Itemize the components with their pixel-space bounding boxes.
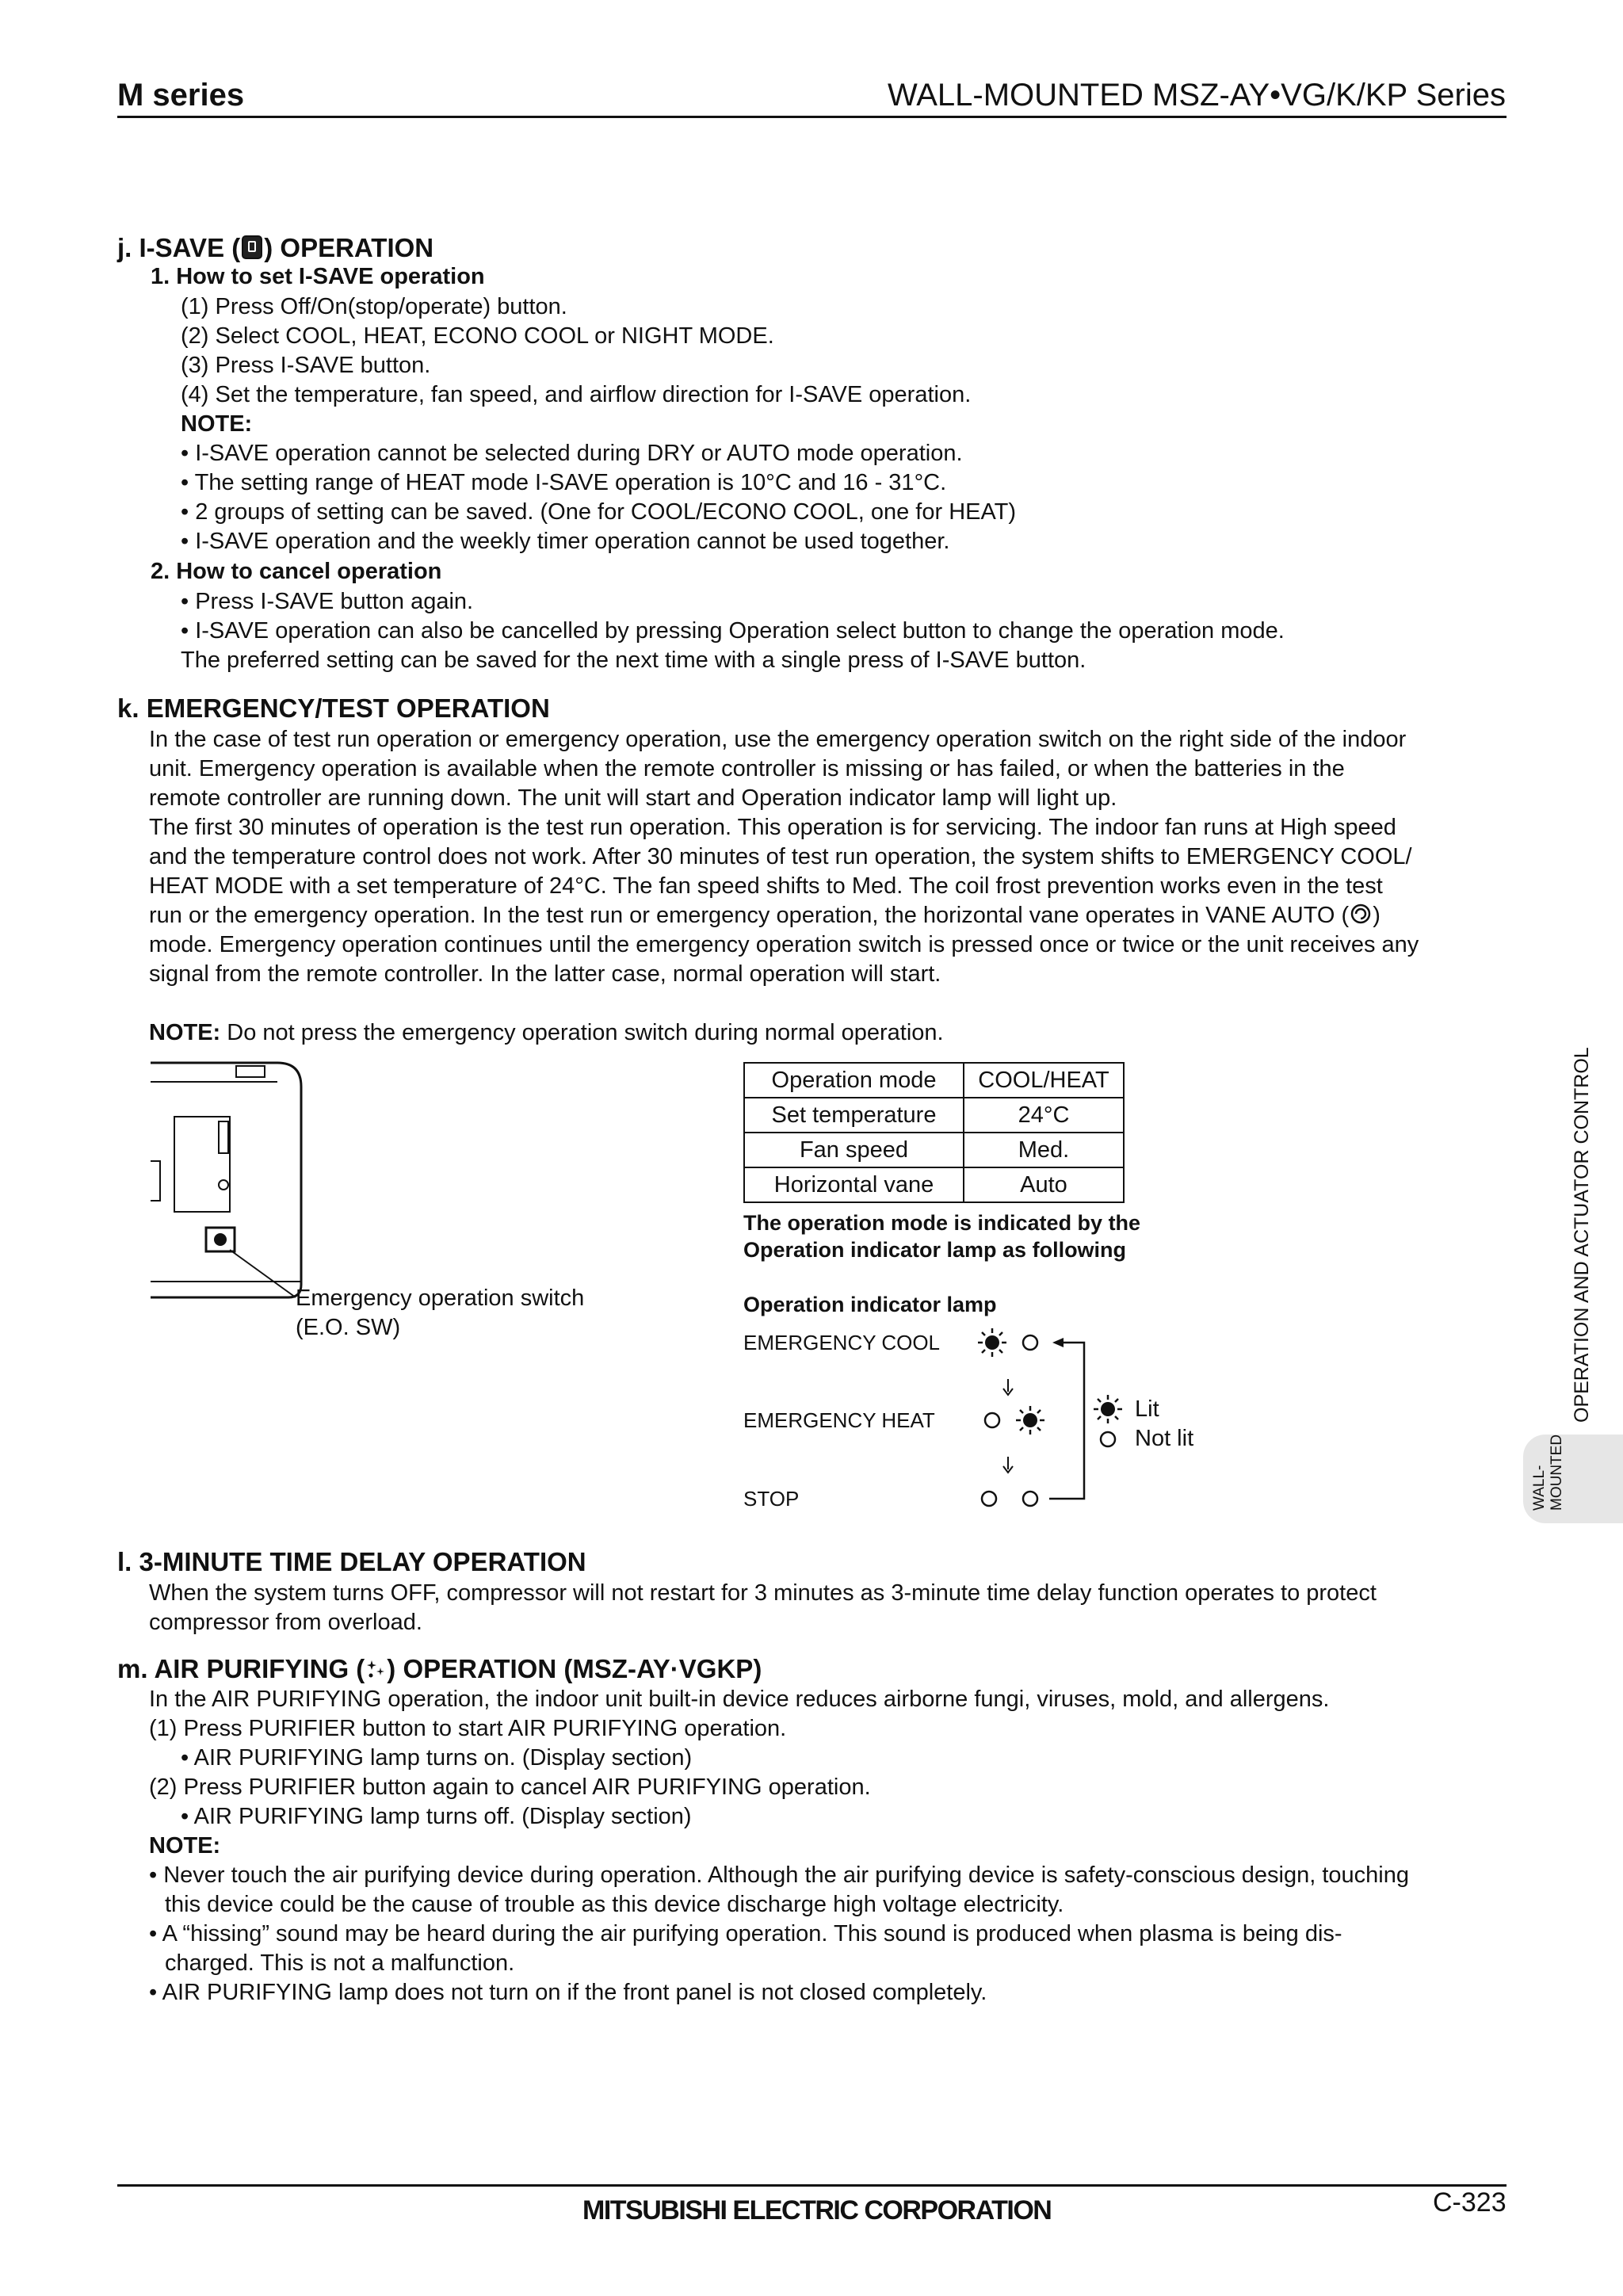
lamp-unlit-icon [1023,1335,1037,1350]
j-cancel: • I-SAVE operation can also be cancelled by pressing Operation select button to change the operation mode. [181,618,1285,644]
k-paragraph-line: HEAT MODE with a set temperature of 24°C. The fan speed shifts to Med. The coil frost prevention works even in the test [149,873,1383,899]
k-paragraph-line: The first 30 minutes of operation is the test run operation. This operation is for servicing. The indoor fan runs at High speed [149,815,1396,840]
page-number: C-323 [1433,2187,1507,2218]
lamp-row-label: EMERGENCY HEAT [743,1408,935,1432]
j-note-label: NOTE: [181,411,253,437]
switch-label: (E.O. SW) [296,1315,401,1340]
section-m-title: m. AIR PURIFYING ( ) OPERATION (MSZ-AY·VGKP) [117,1654,762,1683]
i-save-icon [242,235,262,259]
j-step: (1) Press Off/On(stop/operate) button. [181,294,567,319]
section-l-title: l. 3-MINUTE TIME DELAY OPERATION [117,1547,586,1576]
lamp-unlit-icon [1023,1492,1037,1506]
j-note: • 2 groups of setting can be saved. (One for COOL/ECONO COOL, one for HEAT) [181,499,1017,525]
k-paragraph-line: In the case of test run operation or emergency operation, use the emergency operation switch on the right side of the indoor [149,727,1407,752]
k-paragraph-line: remote controller are running down. The unit will start and Operation indicator lamp will light up. [149,785,1117,811]
lamp-title: Operation indicator lamp [743,1293,997,1316]
air-purifying-icon [365,1658,387,1680]
l-line: When the system turns OFF, compressor will not restart for 3 minutes as 3-minute time delay function operates to protect [149,1580,1377,1606]
section-k-title: k. EMERGENCY/TEST OPERATION [117,693,550,723]
j-note: • I-SAVE operation and the weekly timer operation cannot be used together. [181,529,950,554]
lamp-lit-icon [978,1328,1006,1357]
company-name: MITSUBISHI ELECTRIC CORPORATION [582,2195,1052,2225]
vane-auto-icon [1349,902,1373,926]
mode-note: The operation mode is indicated by the [743,1211,1141,1235]
lamp-lit-icon [1016,1406,1044,1435]
j-step: (2) Select COOL, HEAT, ECONO COOL or NIGHT MODE. [181,323,774,349]
legend-lit-icon [1094,1395,1122,1423]
section-j-title: j. I-SAVE ( ) OPERATION [117,233,434,262]
m-note: • AIR PURIFYING lamp does not turn on if the front panel is not closed completely. [149,1980,987,2005]
m-step: • AIR PURIFYING lamp turns off. (Display section) [181,1804,692,1829]
j-note: • The setting range of HEAT mode I-SAVE operation is 10°C and 16 - 31°C. [181,470,947,495]
section-j-sub1: 1. How to set I-SAVE operation [151,264,485,289]
j-cancel: • Press I-SAVE button again. [181,589,474,614]
table-row: Horizontal vane Auto [744,1167,1124,1202]
page-heading: WALL-MOUNTED MSZ-AY•VG/K/KP Series [887,78,1506,113]
lamp-row-label: STOP [743,1487,800,1511]
j-step: (3) Press I-SAVE button. [181,353,431,378]
legend-unlit-icon [1101,1432,1115,1446]
section-j-sub2: 2. How to cancel operation [151,559,442,584]
chapter-label: OPERATION AND ACTUATOR CONTROL [1571,1047,1593,1423]
m-note: • Never touch the air purifying device during operation. Although the air purifying device is safety-conscious design, touching [149,1862,1409,1888]
l-line: compressor from overload. [149,1610,422,1635]
m-step: (1) Press PURIFIER button to start AIR PURIFYING operation. [149,1716,787,1741]
k-note: NOTE: Do not press the emergency operation switch during normal operation. [149,1020,944,1045]
legend-icons [1092,1393,1124,1457]
footer-rule [117,2184,1507,2187]
m-intro: In the AIR PURIFYING operation, the indoor unit built-in device reduces airborne fungi, viruses, mold, and allergens. [149,1687,1330,1712]
mode-note: Operation indicator lamp as following [743,1238,1127,1262]
header-rule [117,116,1507,118]
table-row: Operation mode COOL/HEAT [744,1063,1124,1098]
m-note-label: NOTE: [149,1833,221,1859]
chapter-tab [1523,1435,1623,1523]
legend-not-lit: Not lit [1135,1426,1194,1451]
switch-label: Emergency operation switch [296,1286,585,1311]
legend-lit: Lit [1135,1396,1159,1422]
k-paragraph-line: and the temperature control does not work. After 30 minutes of test run operation, the system shifts to EMERGENCY COOL/ [149,844,1412,869]
chapter-tab-label: WALL- MOUNTED [1531,1434,1565,1511]
table-row: Fan speed Med. [744,1133,1124,1167]
k-paragraph-line: run or the emergency operation. In the test run or emergency operation, the horizontal vane operates in VANE AUTO ( ) [149,903,1381,928]
m-note: charged. This is not a malfunction. [165,1950,515,1976]
lamp-unlit-icon [982,1492,996,1506]
k-paragraph-line: signal from the remote controller. In the latter case, normal operation will start. [149,961,941,987]
series-title: M series [117,78,245,113]
j-cancel: The preferred setting can be saved for the next time with a single press of I-SAVE button. [181,648,1086,673]
j-step: (4) Set the temperature, fan speed, and airflow direction for I-SAVE operation. [181,382,972,407]
indoor-unit-drawing [143,1058,309,1304]
emergency-settings-table [743,1062,1125,1203]
m-step: • AIR PURIFYING lamp turns on. (Display section) [181,1745,693,1771]
lamp-row-label: EMERGENCY COOL [743,1331,941,1354]
j-note: • I-SAVE operation cannot be selected during DRY or AUTO mode operation. [181,441,963,466]
k-paragraph-line: mode. Emergency operation continues until the emergency operation switch is pressed once or twice or the unit receives any [149,932,1419,957]
lamp-unlit-icon [985,1413,999,1427]
k-paragraph-line: unit. Emergency operation is available when the remote controller is missing or has failed, or when the batteries in the [149,756,1345,781]
m-step: (2) Press PURIFIER button again to cancel AIR PURIFYING operation. [149,1775,871,1800]
m-note: • A “hissing” sound may be heard during the air purifying operation. This sound is produced when plasma is being dis- [149,1921,1342,1946]
table-row: Set temperature 24°C [744,1098,1124,1133]
m-note: this device could be the cause of trouble as this device discharge high voltage electricity. [165,1892,1064,1917]
